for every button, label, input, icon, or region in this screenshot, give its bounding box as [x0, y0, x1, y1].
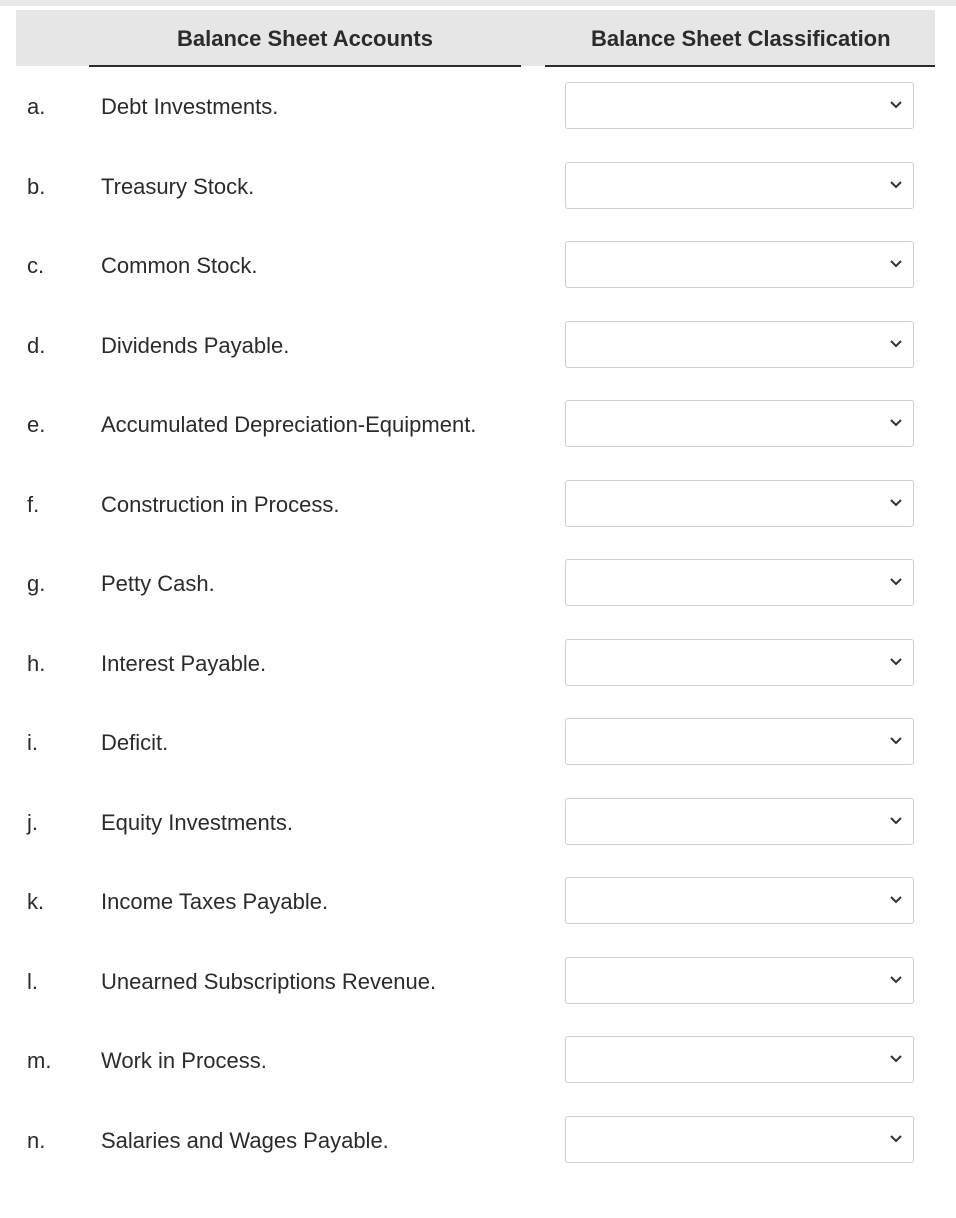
account-name: Debt Investments.	[101, 94, 279, 119]
table-row	[0, 718, 956, 798]
table-row	[0, 639, 956, 719]
chevron-down-icon	[889, 180, 903, 190]
header-underline-accounts	[89, 65, 521, 67]
chevron-down-icon	[889, 339, 903, 349]
table-row	[0, 1036, 956, 1116]
account-name: Salaries and Wages Payable.	[101, 1127, 389, 1153]
classification-dropdown[interactable]	[565, 877, 914, 924]
classification-dropdown[interactable]	[565, 1116, 914, 1163]
row-letter: m.	[27, 1048, 52, 1073]
row-letter: e.	[27, 412, 46, 437]
classification-dropdown[interactable]	[565, 162, 914, 209]
row-letter: l.	[27, 968, 38, 994]
chevron-down-icon	[889, 100, 903, 110]
classification-dropdown[interactable]	[565, 241, 914, 288]
table-row	[0, 82, 956, 162]
row-letter: k.	[27, 889, 45, 914]
classification-dropdown[interactable]	[565, 400, 914, 447]
account-name: Deficit.	[101, 730, 169, 755]
row-letter: h.	[27, 650, 46, 676]
row-letter: n.	[27, 1127, 46, 1153]
row-letter: b.	[27, 173, 46, 199]
table-row	[0, 400, 956, 480]
account-name: Treasury Stock.	[101, 173, 255, 199]
account-name: Construction in Process.	[101, 491, 340, 517]
account-name: Interest Payable.	[101, 650, 267, 676]
account-name: Equity Investments.	[101, 809, 293, 835]
classification-dropdown[interactable]	[565, 639, 914, 686]
table-row	[0, 1116, 956, 1196]
row-letter: d.	[27, 332, 46, 358]
table-row	[0, 321, 956, 401]
classification-dropdown[interactable]	[565, 1036, 914, 1083]
account-name: Work in Process.	[101, 1048, 267, 1073]
account-name: Dividends Payable.	[101, 332, 290, 358]
classification-dropdown[interactable]	[565, 480, 914, 527]
chevron-down-icon	[889, 498, 903, 508]
chevron-down-icon	[889, 1134, 903, 1144]
classification-dropdown[interactable]	[565, 957, 914, 1004]
table-row	[0, 877, 956, 957]
chevron-down-icon	[889, 816, 903, 826]
account-name: Unearned Subscriptions Revenue.	[101, 968, 437, 994]
chevron-down-icon	[889, 895, 903, 905]
table-row	[0, 241, 956, 321]
chevron-down-icon	[889, 975, 903, 985]
row-letter: j.	[27, 809, 38, 835]
row-letter: a.	[27, 94, 46, 119]
table-row	[0, 559, 956, 639]
classification-dropdown[interactable]	[565, 321, 914, 368]
account-name: Income Taxes Payable.	[101, 889, 329, 914]
chevron-down-icon	[889, 1054, 903, 1064]
accounts-column-header: Balance Sheet Accounts	[177, 26, 433, 51]
account-name: Accumulated Depreciation-Equipment.	[101, 412, 477, 437]
chevron-down-icon	[889, 657, 903, 667]
row-letter: i.	[27, 730, 38, 755]
classification-dropdown[interactable]	[565, 82, 914, 129]
table-row	[0, 480, 956, 560]
table-row	[0, 798, 956, 878]
row-letter: g.	[27, 571, 46, 596]
row-letter: c.	[27, 253, 45, 278]
account-name: Petty Cash.	[101, 571, 215, 596]
table-row	[0, 162, 956, 242]
row-letter: f.	[27, 491, 40, 517]
classification-dropdown[interactable]	[565, 718, 914, 765]
header-underline-classification	[545, 65, 935, 67]
classification-column-header: Balance Sheet Classification	[591, 26, 891, 51]
table-row	[0, 957, 956, 1037]
top-rule	[0, 0, 956, 6]
account-name: Common Stock.	[101, 253, 258, 278]
classification-dropdown[interactable]	[565, 559, 914, 606]
chevron-down-icon	[889, 418, 903, 428]
chevron-down-icon	[889, 577, 903, 587]
chevron-down-icon	[889, 736, 903, 746]
classification-dropdown[interactable]	[565, 798, 914, 845]
accounts-table	[0, 82, 956, 1195]
chevron-down-icon	[889, 259, 903, 269]
